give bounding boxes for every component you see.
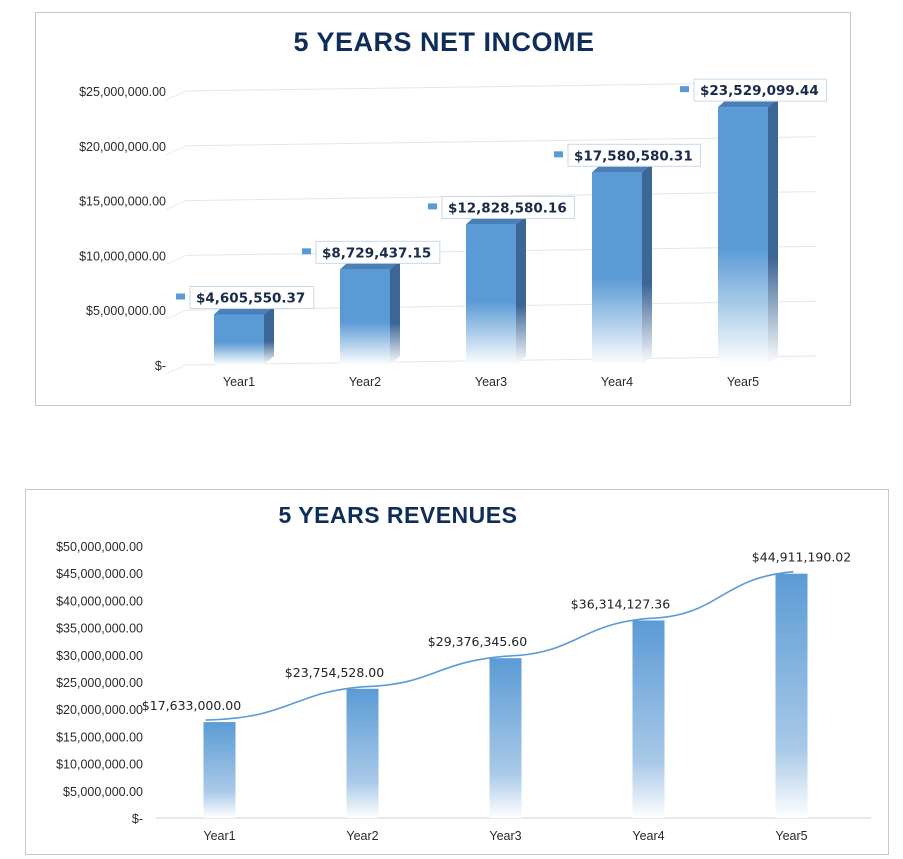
net-income-chart [36, 13, 852, 407]
y-tick-label: $15,000,000.00 [79, 194, 166, 209]
x-tick-label: Year3 [489, 829, 522, 843]
y-tick-label: $45,000,000.00 [56, 567, 143, 582]
data-label: $12,828,580.16 [448, 200, 567, 217]
x-tick-label: Year1 [203, 829, 236, 843]
chart-title: 5 YEARS REVENUES [278, 502, 518, 528]
data-label: $23,529,099.44 [700, 83, 819, 100]
bar-year3 [490, 658, 522, 818]
x-tick-label: Year4 [600, 375, 634, 389]
data-label: $17,633,000.00 [141, 698, 242, 714]
legend-key-icon [680, 86, 689, 92]
data-label: $23,754,528.00 [284, 664, 385, 680]
data-label: $17,580,580.31 [574, 148, 693, 165]
x-tick-label: Year4 [632, 829, 665, 843]
data-label: $4,605,550.37 [196, 290, 306, 307]
y-tick-label: $20,000,000.00 [79, 139, 166, 154]
gridline-floor [166, 310, 186, 319]
legend-key-icon [554, 151, 563, 157]
bar-side [516, 215, 526, 365]
gridline-floor [166, 146, 186, 155]
data-label: $29,376,345.60 [427, 634, 528, 650]
y-tick-label: $25,000,000.00 [56, 676, 143, 690]
y-tick-label: $10,000,000.00 [79, 249, 166, 264]
bar-year2 [347, 689, 379, 818]
x-tick-label: Year3 [474, 375, 508, 389]
x-tick-label: Year5 [775, 829, 808, 843]
y-tick-label: $25,000,000.00 [79, 85, 166, 99]
x-tick-label: Year2 [348, 375, 382, 389]
gridline-floor [166, 91, 186, 100]
bar-front [340, 269, 390, 365]
gridline-floor [166, 255, 186, 264]
bar-year5 [718, 98, 778, 365]
y-tick-label: $50,000,000.00 [56, 540, 143, 554]
y-tick-label: $40,000,000.00 [56, 594, 143, 609]
legend-key-icon [428, 203, 437, 209]
y-tick-label: $- [154, 359, 166, 373]
y-tick-label: $5,000,000.00 [86, 304, 166, 319]
data-label: $44,911,190.02 [751, 549, 852, 565]
y-tick-label: $30,000,000.00 [56, 648, 143, 663]
legend-key-icon [176, 294, 185, 300]
bar-year3 [466, 215, 526, 365]
x-tick-label: Year2 [346, 829, 379, 843]
bar-year1 [204, 722, 236, 818]
revenues-chart [26, 490, 890, 856]
data-label: $8,729,437.15 [322, 245, 432, 262]
bar-year1 [214, 306, 274, 365]
bar-side [768, 98, 778, 365]
bar-front [214, 315, 264, 365]
data-label: $36,314,127.36 [570, 596, 671, 612]
bar-front [718, 107, 768, 365]
gridline-floor [166, 201, 186, 210]
x-tick-label: Year1 [222, 375, 256, 389]
y-tick-label: $35,000,000.00 [56, 621, 143, 636]
legend-key-icon [302, 248, 311, 254]
bar-side [390, 260, 400, 365]
bar-front [592, 172, 642, 365]
y-tick-label: $15,000,000.00 [56, 730, 143, 745]
x-tick-label: Year5 [726, 375, 760, 389]
y-tick-label: $5,000,000.00 [63, 784, 143, 799]
bar-side [264, 306, 274, 365]
y-tick-label: $10,000,000.00 [56, 757, 143, 772]
bar-year5 [776, 574, 808, 818]
net-income-chart-panel [35, 12, 851, 406]
bar-year4 [592, 163, 652, 365]
revenues-chart-panel [25, 489, 889, 855]
y-tick-label: $- [131, 812, 143, 826]
y-tick-label: $20,000,000.00 [56, 703, 143, 718]
bar-year4 [633, 620, 665, 818]
bar-side [642, 163, 652, 365]
bar-front [466, 224, 516, 365]
gridline-floor [166, 365, 186, 374]
bar-year2 [340, 260, 400, 365]
chart-title: 5 YEARS NET INCOME [293, 27, 595, 57]
